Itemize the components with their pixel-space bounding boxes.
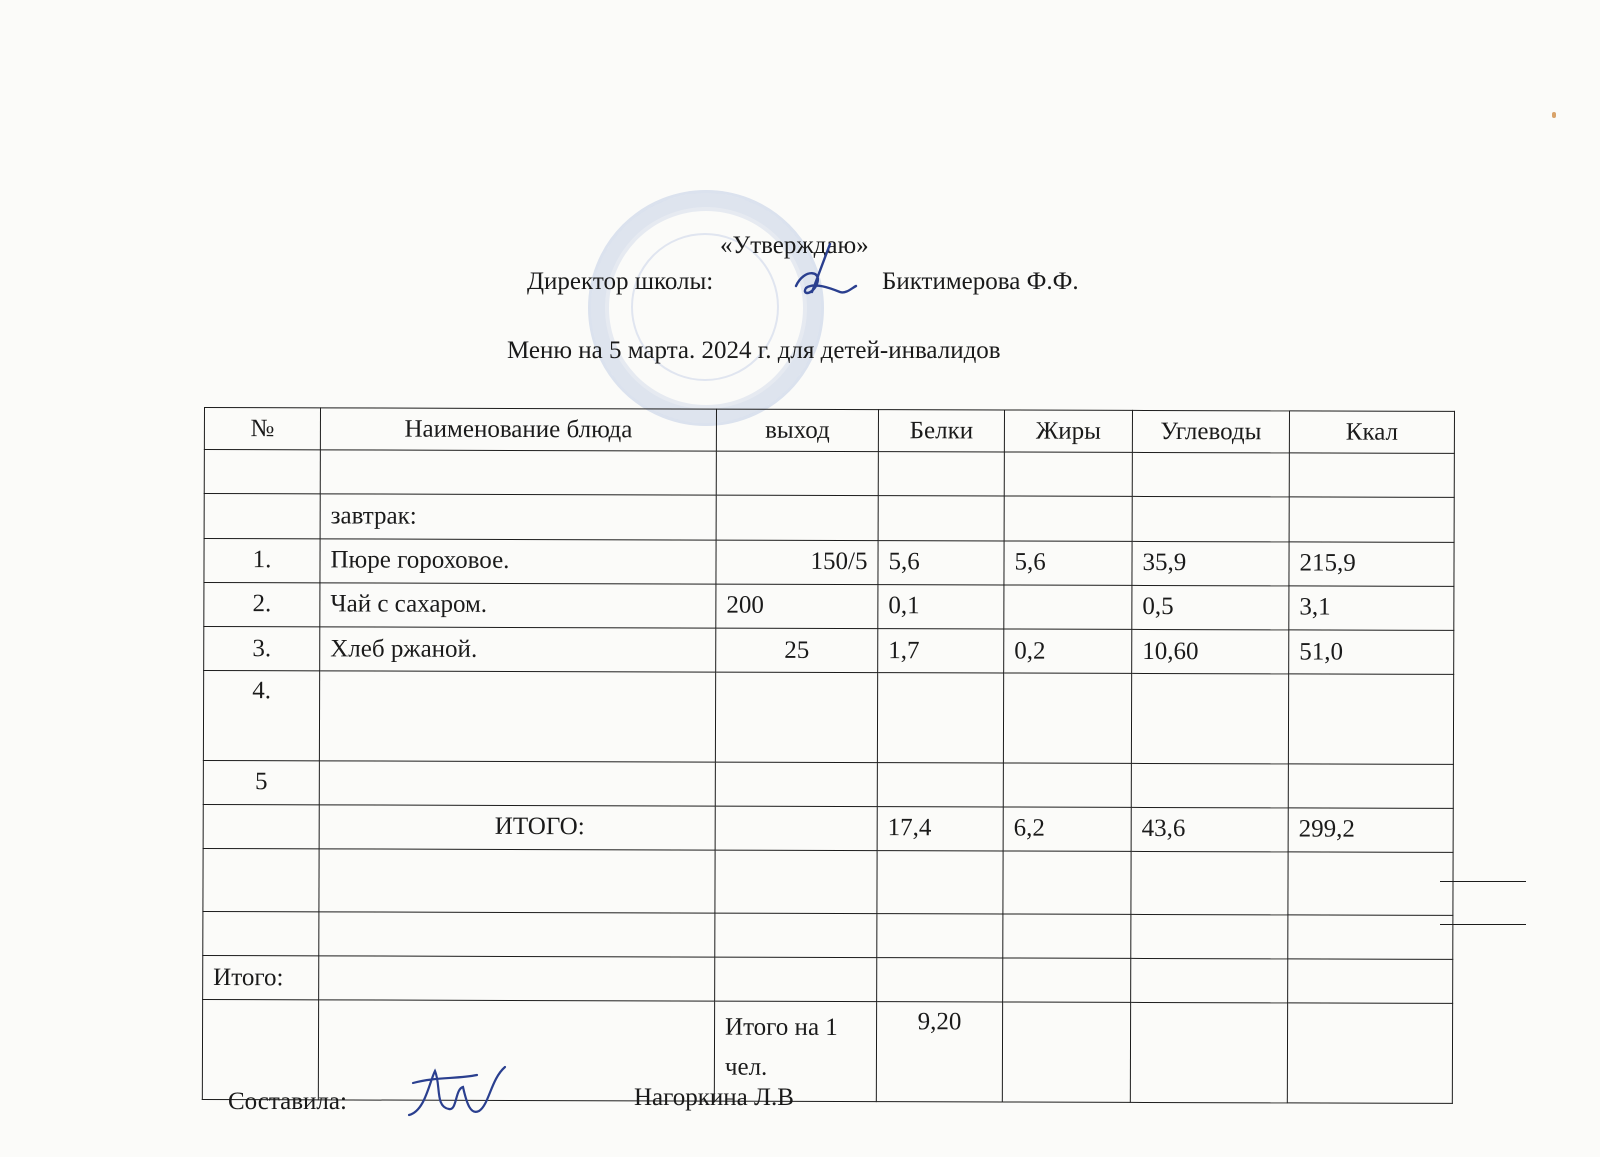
composer-signature	[405, 1065, 520, 1125]
total-label: Итого:	[203, 955, 319, 1000]
dish-carbs: 35,9	[1132, 541, 1289, 586]
column-header-fat: Жиры	[1004, 410, 1132, 453]
dish-kcal: 215,9	[1289, 541, 1454, 586]
dish-protein	[877, 762, 1003, 807]
table-row	[203, 760, 1453, 808]
dish-output: 150/5	[716, 540, 878, 585]
column-header-dish: Наименование блюда	[320, 408, 716, 451]
dish-output: 25	[716, 628, 878, 673]
per-person-value: 9,20	[876, 1002, 1002, 1102]
table-row-empty	[203, 911, 1453, 959]
column-header-number: №	[204, 408, 320, 451]
subtotal-fat: 6,2	[1003, 807, 1131, 852]
per-person-row	[202, 1000, 1452, 1104]
table-row-section	[204, 494, 1454, 542]
dish-output	[715, 762, 877, 807]
dish-output: 200	[716, 584, 878, 629]
subtotal-label: ИТОГО:	[319, 805, 715, 850]
dish-fat	[1004, 585, 1132, 630]
total-row	[203, 955, 1453, 1003]
dish-protein: 0,1	[878, 584, 1004, 629]
composer-name: Нагоркина Л.В	[634, 1084, 794, 1111]
column-header-carbs: Углеводы	[1132, 410, 1289, 453]
column-header-protein: Белки	[878, 410, 1004, 453]
table-row-empty	[204, 450, 1454, 498]
composer-label: Составила:	[228, 1088, 347, 1115]
dish-name	[319, 760, 715, 805]
dish-name: Пюре гороховое.	[320, 538, 716, 583]
table-row	[204, 582, 1454, 630]
per-person-label: Итого на 1 чел.	[714, 1001, 876, 1101]
subtotal-protein: 17,4	[877, 806, 1003, 851]
row-number: 1.	[204, 538, 320, 583]
table-row	[203, 671, 1453, 764]
scan-speck	[1552, 112, 1556, 118]
director-label: Директор школы:	[527, 268, 714, 295]
column-header-kcal: Ккал	[1289, 411, 1454, 454]
subtotal-kcal: 299,2	[1288, 808, 1453, 853]
row-number: 4.	[203, 671, 319, 761]
director-name: Биктимерова Ф.Ф.	[882, 268, 1079, 295]
dish-name: Чай с сахаром.	[320, 583, 716, 628]
dish-protein: 1,7	[878, 629, 1004, 674]
dish-carbs	[1131, 763, 1288, 808]
menu-title: Меню на 5 марта. 2024 г. для детей-инвалидов	[507, 337, 1001, 364]
dish-output	[715, 672, 877, 762]
menu-table	[202, 407, 1455, 1104]
dish-kcal	[1288, 674, 1453, 764]
dish-kcal: 51,0	[1289, 630, 1454, 675]
column-header-output: выход	[716, 409, 878, 452]
table-header-row	[204, 408, 1454, 454]
dish-fat: 5,6	[1004, 541, 1132, 586]
dish-carbs: 10,60	[1132, 629, 1289, 674]
extended-rule	[1440, 924, 1526, 925]
dish-protein	[877, 673, 1003, 763]
approve-heading: «Утверждаю»	[720, 232, 869, 259]
dish-name: Хлеб ржаной.	[320, 627, 716, 672]
dish-carbs: 0,5	[1132, 585, 1289, 630]
section-breakfast: завтрак:	[320, 494, 716, 539]
subtotal-row	[203, 804, 1453, 852]
dish-fat	[1003, 673, 1131, 763]
table-row	[204, 626, 1454, 674]
director-signature	[790, 242, 860, 304]
row-number: 5	[203, 760, 319, 805]
row-number: 3.	[204, 626, 320, 671]
subtotal-output	[715, 806, 877, 851]
dish-name	[319, 671, 715, 762]
row-number: 2.	[204, 582, 320, 627]
subtotal-carbs: 43,6	[1131, 807, 1288, 852]
school-stamp	[588, 190, 824, 426]
extended-rule	[1440, 881, 1526, 882]
dish-kcal	[1288, 764, 1453, 809]
table-row-empty	[203, 849, 1453, 916]
dish-carbs	[1131, 674, 1288, 764]
table-row	[204, 538, 1454, 586]
dish-kcal: 3,1	[1289, 586, 1454, 631]
dish-protein: 5,6	[878, 540, 1004, 585]
dish-fat: 0,2	[1004, 629, 1132, 674]
dish-fat	[1003, 763, 1131, 808]
